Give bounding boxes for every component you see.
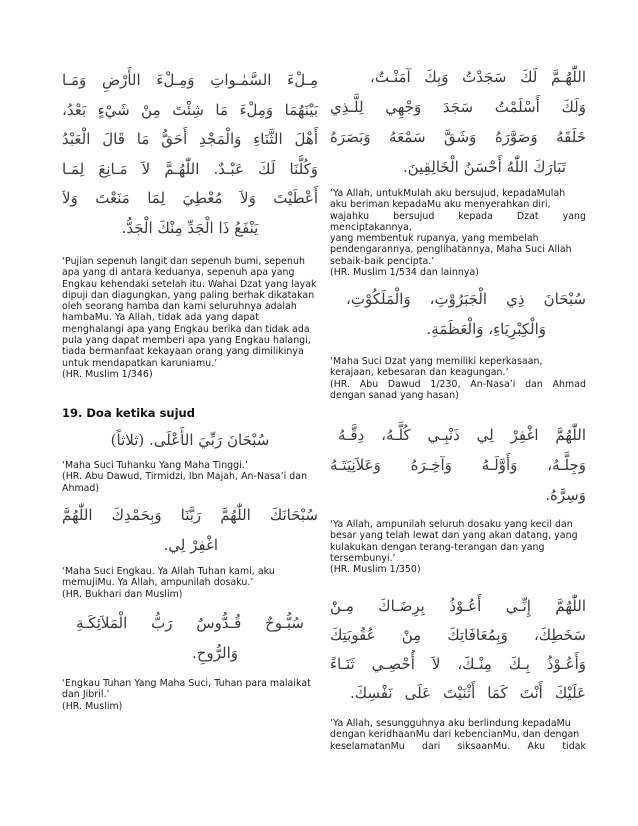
arabic-line: اغْفِرْ لِي. xyxy=(163,536,218,554)
translation-line: wajahku bersujud kepada Dzat yang menciptakannya, xyxy=(330,210,586,233)
translation-line: oleh seorang hamba dan kami seluruhnya adalah xyxy=(62,301,297,313)
translation-line: pula yang dapat memberi apa yang Engkau halangi, xyxy=(62,335,311,347)
arabic-line: بَيْنَهُمَا وَمِلْءَ مَا شِئْتَ مِنْ شَيْءٍ بَعْدُ، xyxy=(62,100,318,119)
hadith-reference: dengan sanad yang hasan) xyxy=(330,389,459,401)
arabic-line: وَكُلُّنَا لَكَ عَبْـدٌ. اللّٰهُـمَّ لاَ مَـانِعَ لِمَـا xyxy=(62,159,318,178)
translation-paragraph xyxy=(330,718,586,752)
arabic-line: وَأَعُـوْذُ بِـكَ مِنْـكَ، لاَ أُحْصِـي ثَنَـاءً xyxy=(330,655,586,673)
translation-paragraph xyxy=(330,356,586,401)
arabic-text-block xyxy=(62,500,318,560)
translation-line: ‘Engkau Tuhan Yang Maha Suci, Tuhan para malaikat xyxy=(62,678,311,689)
translation-line: aku beriman kepadaMu aku menyerahkan diri, xyxy=(330,199,551,211)
translation-paragraph xyxy=(62,678,318,712)
translation-paragraph xyxy=(330,519,586,575)
arabic-line: سَخَطِكَ، وَبِمُعَافَاتِكَ مِنْ عُقُوبَتِكَ xyxy=(330,626,586,644)
translation-line: ‘Pujian sepenuh langit dan sepenuh bumi, sepenuh xyxy=(62,256,305,267)
translation-line: untuk mendapatkan karuniamu.’ xyxy=(62,357,218,369)
arabic-line: أَعْطَيْتَ وَلاَ مُعْطِيَ لِمَا مَنَعْتَ وَلاَ xyxy=(62,189,318,207)
hadith-reference: (HR. Bukhari dan Muslim) xyxy=(62,588,183,600)
translation-line: pendengarannya, penglihatannya, Maha Suci Allah xyxy=(330,244,572,256)
arabic-text-block xyxy=(330,420,586,510)
hadith-reference: (HR. Abu Dawud 1/230, An-Nasa’i dan Ahmad xyxy=(330,378,586,390)
arabic-line: سُبْحَانَ ذِي الْجَبَرُوْتِ، وَالْمَلَكُوْتِ، xyxy=(346,290,586,308)
arabic-text-block xyxy=(62,426,318,454)
arabic-line: عَلَيْكَ أَنْتَ كَمَا أَثْنَيْتَ عَلَى نَفْسِكَ. xyxy=(350,684,586,702)
hadith-reference: (HR. Muslim 1/346) xyxy=(62,368,153,380)
arabic-text-block xyxy=(62,66,318,243)
hadith-reference: (HR. Muslim 1/350) xyxy=(330,564,421,576)
arabic-text-block xyxy=(330,284,586,344)
arabic-line: وَسِرَّهُ. xyxy=(545,486,586,504)
arabic-line: تَبَارَكَ اللّٰهُ أَحْسَنُ الْخَالِقِينَ. xyxy=(402,158,566,176)
translation-line: ‘Ya Allah, untukMulah aku bersujud, kepadaMulah xyxy=(330,188,566,199)
hadith-reference: (HR. Muslim) xyxy=(62,700,123,712)
arabic-line: اللّٰهُمَّ اغْفِرْ لِي ذَنْبِـي كُلَّـهُ، دِقَّـهُ xyxy=(338,426,586,444)
arabic-text-block xyxy=(62,608,318,668)
translation-line: apa yang di antara keduanya, sepenuh apa yang xyxy=(62,267,295,279)
translation-line: dipuji dan diagungkan, yang paling berhak dikatakan xyxy=(62,289,315,301)
hadith-reference: (HR. Abu Dawud, Tirmidzi, Ibn Majah, An-Nasa’i dan xyxy=(62,471,308,483)
arabic-line: وَالْكِبْرِيَاءِ، وَالْعَظَمَةِ. xyxy=(426,320,546,338)
arabic-line: اللّٰهُمَّ إِنِّـي أَعُـوْذُ بِرِضَـاكَ مِـنْ xyxy=(330,597,586,615)
translation-line: tiada bermanfaat kekayaan orang yang dimilikinya xyxy=(62,346,304,358)
arabic-line: خَلَقَهُ وَصَوَّرَهُ وَشَقَّ سَمْعَهُ وَبَصَرَهُ xyxy=(330,128,586,146)
translation-line: hambaMu. Ya Allah, tidak ada yang dapat xyxy=(62,312,259,324)
translation-line: kerajaan, kebesaran dan keagungan.’ xyxy=(330,367,509,379)
translation-paragraph xyxy=(62,256,318,380)
translation-line: ‘Maha Suci Tuhanku Yang Maha Tinggi.’ xyxy=(62,460,248,471)
translation-line: menghalangi apa yang Engkau berika dan tidak ada xyxy=(62,323,310,335)
arabic-line: أَهْلَ الثَّنَاءِ وَالْمَجْدِ أَحَقُّ مَا قَالَ الْعَبْدُ xyxy=(62,130,318,148)
arabic-line: وَالرُّوحِ. xyxy=(192,644,238,662)
translation-paragraph xyxy=(330,188,586,278)
translation-line: ‘Ya Allah, sesungguhnya aku berlindung kepadaMu xyxy=(330,718,571,729)
arabic-text-block xyxy=(330,62,586,182)
arabic-line: سُبْحَانَكَ اللّٰهُمَّ رَبَّنَا وَبِحَمْدِكَ اللّٰهُمَّ xyxy=(62,506,318,524)
arabic-line: اللّٰهُـمَّ لَكَ سَجَدْتُ وَبِكَ آمَنْـتُ، xyxy=(370,68,586,86)
translation-line: kulakukan dengan terang-terangan dan yang xyxy=(330,541,545,553)
arabic-line: وَجِلَّـهُ، وَأَوَّلَـهُ وَآخِـرَهُ وَعَلاَنِيَتَـهُ xyxy=(330,456,586,474)
translation-paragraph xyxy=(62,566,318,600)
translation-line: ‘Ya Allah, ampunilah seluruh dosaku yang kecil dan xyxy=(330,519,573,530)
arabic-line: مِـلْءَ السَّمٰـواتِ وَمِـلْءَ الأَرْضِ وَمَـا xyxy=(62,71,318,89)
translation-line: sebaik-baik pencipta.’ xyxy=(330,255,435,267)
arabic-line: وَلَكَ أَسْلَمْتُ سَجَدَ وَجْهِي لِلَّـذِي xyxy=(330,98,586,116)
arabic-line: يَنْفَعُ ذَا الْجَدِّ مِنْكَ الْجَدُّ. xyxy=(121,218,259,237)
translation-line: ‘Maha Suci Dzat yang memiliki keperkasaan, xyxy=(330,356,543,367)
translation-paragraph xyxy=(62,460,318,494)
translation-line: dengan keridhaanMu dari kebencianMu, dan dengan xyxy=(330,729,580,741)
translation-line: Engkau kehendaki setelah itu. Wahai Dzat yang layak xyxy=(62,278,317,290)
hadith-reference: Ahmad) xyxy=(62,482,100,494)
translation-line: memujiMu. Ya Allah, ampunilah dosaku.’ xyxy=(62,577,254,589)
translation-line: dan Jibril.’ xyxy=(62,689,110,701)
arabic-line: سُبُّـوحٌ قُـدُّوسٌ رَبُّ الْمَلاَئِكَـةِ xyxy=(76,614,304,632)
translation-line: besar yang telah lewat dan yang akan datang, yang xyxy=(330,530,578,542)
section-heading: 19. Doa ketika sujud xyxy=(62,406,195,420)
translation-line: keselamatanMu dari siksaanMu. Aku tidak xyxy=(330,740,586,752)
translation-line: ‘Maha Suci Engkau. Ya Allah Tuhan kami, aku xyxy=(62,566,275,577)
arabic-line: سُبْحَانَ رَبِّيَ الأَعْلَى. (ثلاثاً) xyxy=(110,431,270,449)
translation-line: yang membentuk rupanya, yang membelah xyxy=(330,233,539,245)
arabic-text-block xyxy=(330,592,586,708)
hadith-reference: (HR. Muslim 1/534 dan lainnya) xyxy=(330,267,479,279)
translation-line: tersembunyi.’ xyxy=(330,552,396,564)
